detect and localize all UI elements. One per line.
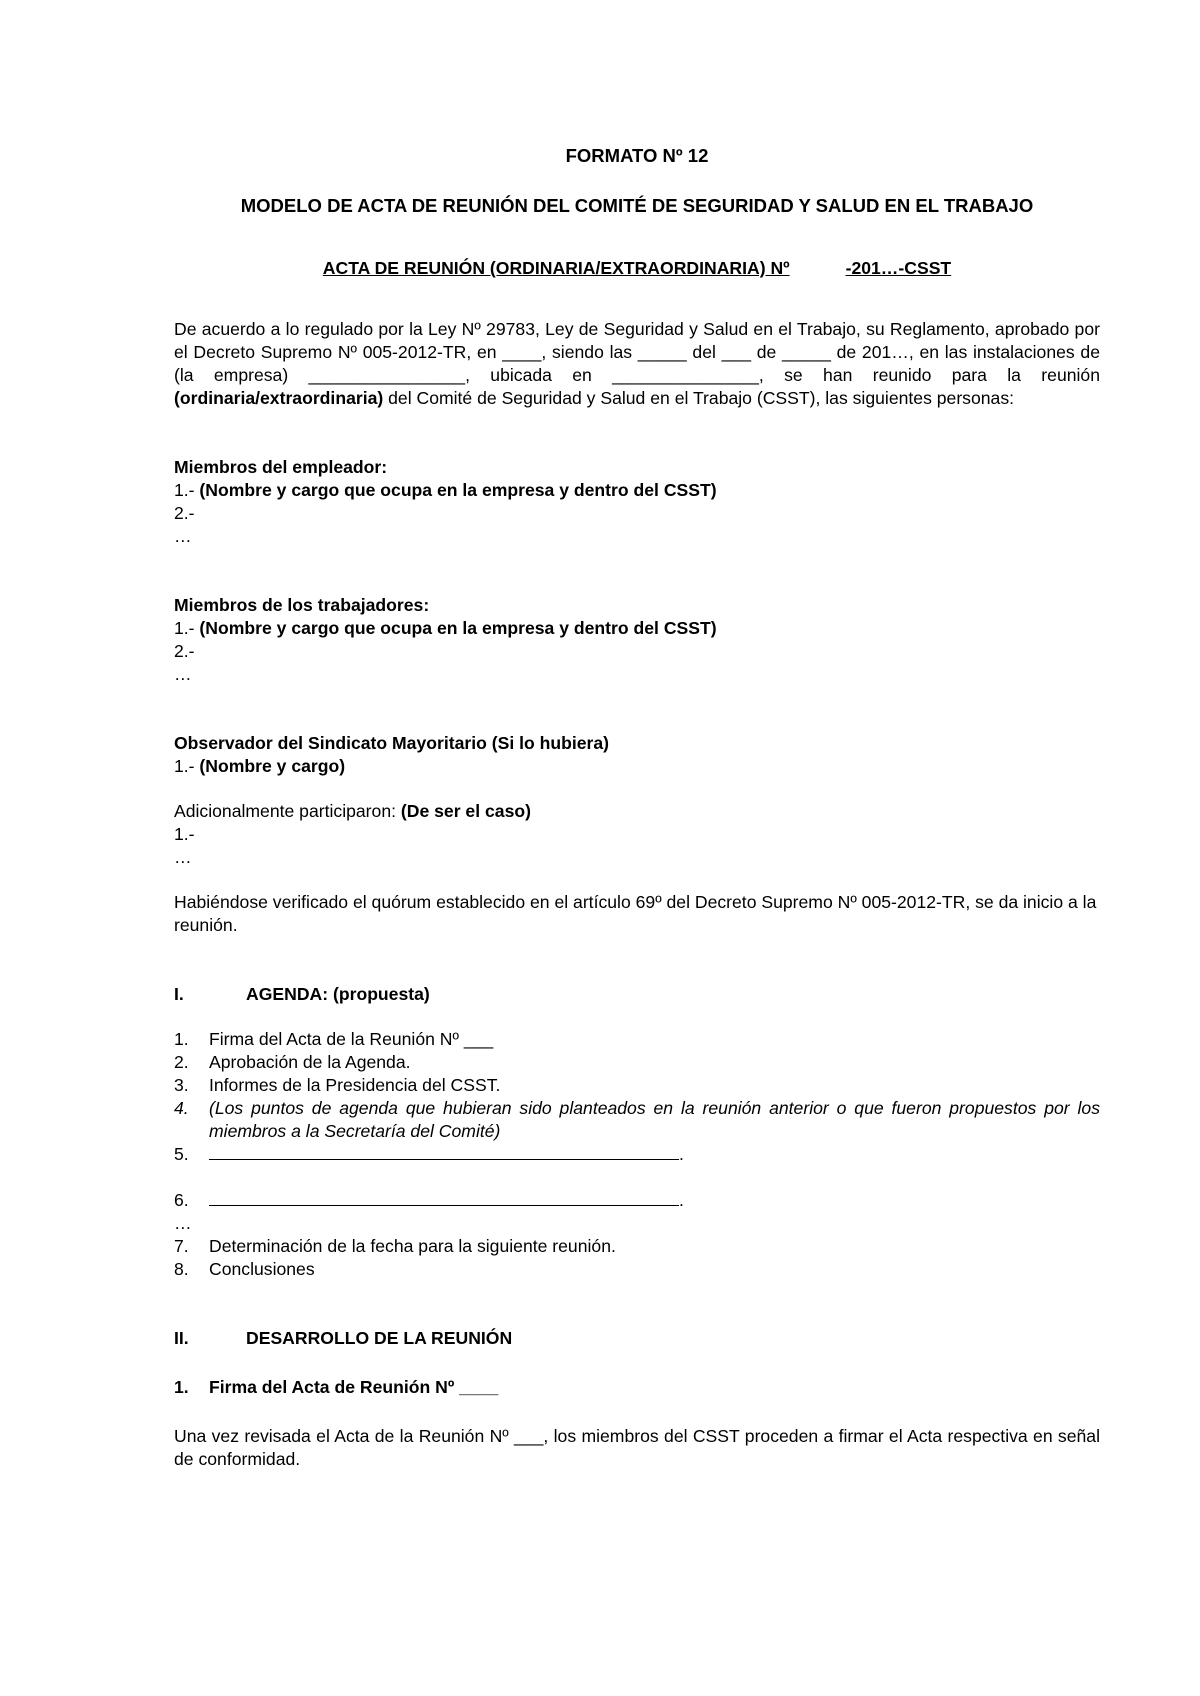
employer-item-2: 2.- [174,503,195,523]
agenda-item-num: … [174,1213,192,1233]
blank-line [209,1189,679,1206]
agenda-item-num: 5. [174,1144,189,1164]
agenda-item-text: Informes de la Presidencia del CSST. [209,1075,501,1095]
agenda-item [174,1074,1100,1097]
development-subheading [174,1376,1100,1399]
intro-text-1: De acuerdo a lo regulado por la Ley Nº 29783, Ley de Seguridad y Salud en el Trabajo, su Reglamento, aprobado por el Decreto Supremo Nº 005-2012-TR, en ____, siendo las _____ del ___ de _____ de 201…, en las instalaciones de (la empresa) ________________, ubicada en _______________, se han reunido para la reunión [174,319,1100,385]
development-body: Una vez revisada el Acta de la Reunión Nº ___, los miembros del CSST proceden a firmar el Acta respectiva en señal de conformidad. [174,1426,1100,1469]
additional-item-1: 1.- [174,824,195,844]
agenda-item-num: 2. [174,1052,189,1072]
agenda-item-text: Determinación de la fecha para la siguiente reunión. [209,1236,616,1256]
development-section [174,1327,1100,1471]
agenda-section [174,983,1100,1281]
quorum-paragraph: Habiéndose verificado el quórum establecido en el artículo 69º del Decreto Supremo Nº 005-2012-TR, se da inicio a la reunión. [174,892,1097,935]
development-sub-num: 1. [174,1377,189,1397]
agenda-item [174,1028,1100,1051]
agenda-item-num: 7. [174,1236,189,1256]
worker-members [174,594,1100,686]
observer-item-1-text: (Nombre y cargo) [199,756,346,776]
agenda-item-num: 6. [174,1190,189,1210]
agenda-item [174,1212,1100,1235]
additional-label: Adicionalmente participaron: [174,801,401,821]
agenda-item-num: 4. [174,1098,189,1118]
agenda-item-text [209,1212,1100,1235]
agenda-num: I. [174,984,184,1004]
employer-ellipsis: … [174,526,192,546]
acta-heading-right: -201…-CSST [845,258,952,278]
acta-heading [174,257,1100,280]
agenda-item-num: 1. [174,1029,189,1049]
observer-section [174,732,1100,778]
agenda-item-blank [209,1189,1100,1212]
agenda-item-text: (Los puntos de agenda que hubieran sido planteados en la reunión anterior o que fueron propuestos por los miembros a la Secretaría del Comité) [209,1098,1100,1141]
observer-item-1-num: 1.- [174,756,200,776]
employer-item-1-num: 1.- [174,480,200,500]
agenda-title: AGENDA: (propuesta) [246,984,430,1004]
development-title: DESARROLLO DE LA REUNIÓN [246,1328,513,1348]
workers-item-1 [174,617,1100,640]
agenda-item-num: 8. [174,1259,189,1279]
acta-heading-left: ACTA DE REUNIÓN (ORDINARIA/EXTRAORDINARIA) Nº [322,258,790,278]
observer-item-1 [174,755,1100,778]
agenda-item-num: 3. [174,1075,189,1095]
additional-bold: (De ser el caso) [400,801,531,821]
workers-heading: Miembros de los trabajadores: [174,595,430,615]
agenda-heading [174,983,1100,1006]
agenda-item [174,1051,1100,1074]
additional-heading [174,800,1100,823]
employer-members [174,456,1100,548]
agenda-item [174,1258,1100,1281]
development-num: II. [174,1328,189,1348]
format-title: FORMATO Nº 12 [565,145,709,166]
additional-section [174,800,1100,869]
intro-paragraph [174,318,1100,410]
workers-item-2: 2.- [174,641,195,661]
agenda-item-text: . [679,1190,684,1210]
employer-heading: Miembros del empleador: [174,457,388,477]
agenda-item-text: Firma del Acta de la Reunión Nº ___ [209,1029,494,1049]
intro-text-2: del Comité de Seguridad y Salud en el Trabajo (CSST), las siguientes personas: [383,388,1015,408]
agenda-item-blank [209,1143,1100,1166]
intro-text-bold: (ordinaria/extraordinaria) [174,388,384,408]
agenda-item [174,1097,1100,1143]
agenda-item [174,1189,1100,1212]
blank-line [209,1143,679,1160]
agenda-item-text: Aprobación de la Agenda. [209,1052,411,1072]
agenda-item [174,1143,1100,1166]
agenda-item-text: Conclusiones [209,1259,315,1279]
workers-item-1-text: (Nombre y cargo que ocupa en la empresa y dentro del CSST) [199,618,717,638]
agenda-spacer [174,1166,1100,1189]
development-heading [174,1327,1100,1350]
workers-item-1-num: 1.- [174,618,200,638]
observer-heading: Observador del Sindicato Mayoritario (Si lo hubiera) [174,733,610,753]
workers-ellipsis: … [174,664,192,684]
agenda-list [174,1028,1100,1281]
employer-item-1 [174,479,1100,502]
development-sub-title: Firma del Acta de Reunión Nº ____ [209,1377,499,1397]
document-content [174,144,1100,1471]
main-title: MODELO DE ACTA DE REUNIÓN DEL COMITÉ DE SEGURIDAD Y SALUD EN EL TRABAJO [240,195,1034,216]
agenda-item-text: . [679,1144,684,1164]
agenda-item [174,1235,1100,1258]
additional-ellipsis: … [174,847,192,867]
employer-item-1-text: (Nombre y cargo que ocupa en la empresa y dentro del CSST) [199,480,717,500]
